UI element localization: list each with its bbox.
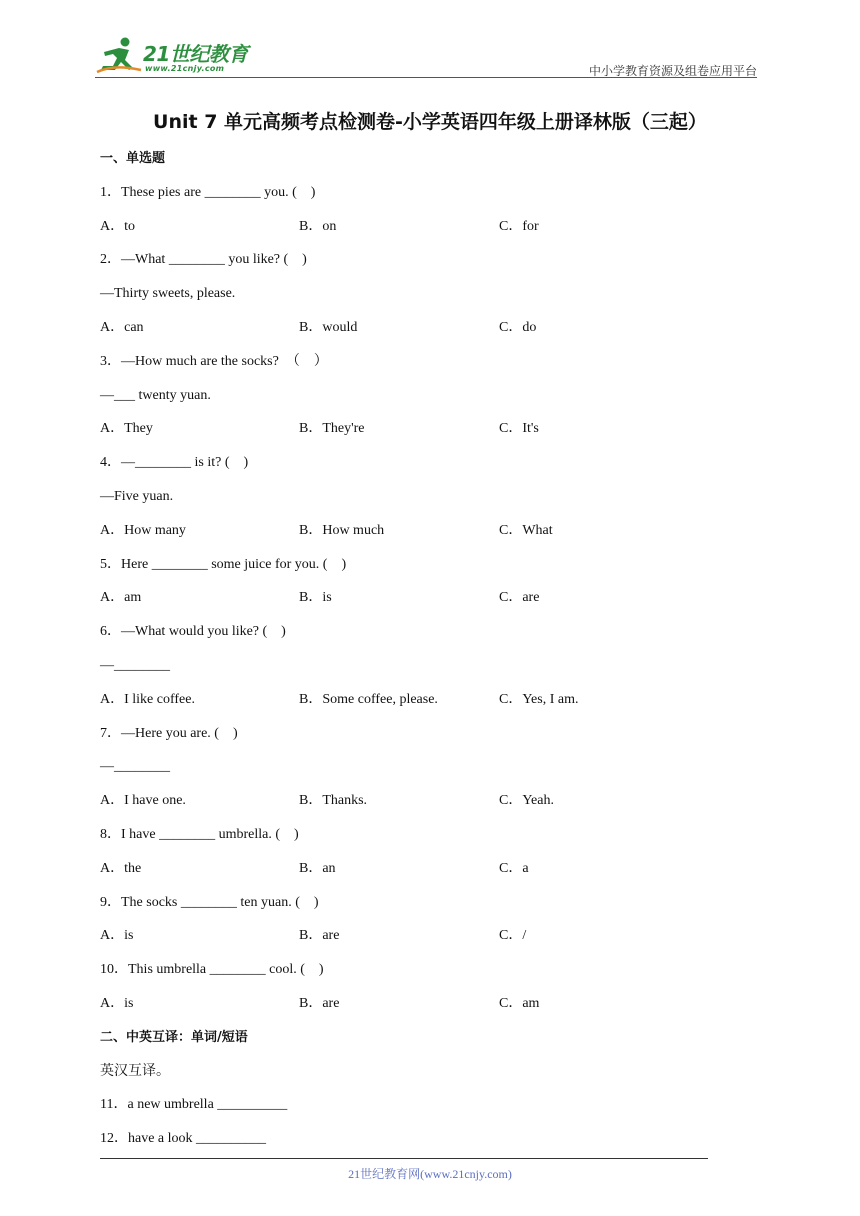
page-title: Unit 7 单元高频考点检测卷-小学英语四年级上册译林版（三起） bbox=[153, 111, 707, 133]
logo-url: www.21cnjy.com bbox=[145, 64, 225, 73]
question-options bbox=[100, 852, 760, 886]
option-b: B．are bbox=[299, 928, 340, 944]
translation-item-11: 11．a new umbrella __________ bbox=[100, 1097, 288, 1113]
option-b: B．They're bbox=[299, 421, 365, 437]
option-b: B．is bbox=[299, 590, 332, 606]
question-options bbox=[100, 210, 760, 244]
question-8 bbox=[100, 818, 760, 886]
option-c: C．are bbox=[499, 590, 540, 606]
option-a: A．is bbox=[100, 995, 134, 1011]
question-stem: 2．—What ________ you like? ( ) bbox=[100, 252, 307, 268]
question-dialogue: —___ twenty yuan. bbox=[100, 387, 211, 403]
option-a: A．the bbox=[100, 860, 142, 876]
runner-logo-icon bbox=[95, 36, 143, 76]
translation-item-12: 12．have a look __________ bbox=[100, 1131, 267, 1147]
question-stem: 5．Here ________ some juice for you. ( ) bbox=[100, 556, 347, 572]
platform-name: 中小学教育资源及组卷应用平台 bbox=[588, 64, 757, 78]
option-a: A．I have one. bbox=[100, 793, 186, 809]
question-5 bbox=[100, 548, 760, 616]
option-c: C．a bbox=[499, 860, 529, 876]
option-b: B．an bbox=[299, 860, 336, 876]
question-2 bbox=[100, 243, 760, 344]
option-a: A．am bbox=[100, 590, 142, 606]
question-3 bbox=[100, 345, 760, 446]
footer-source: 21世纪教育网(www.21cnjy.com) bbox=[348, 1167, 512, 1181]
question-options bbox=[100, 987, 760, 1021]
option-c: C．Yeah. bbox=[499, 793, 554, 809]
page-header bbox=[95, 30, 757, 78]
exam-content bbox=[100, 142, 760, 1156]
question-options bbox=[100, 784, 760, 818]
question-options bbox=[100, 581, 760, 615]
question-stem: 6．—What would you like? ( ) bbox=[100, 624, 286, 640]
question-options bbox=[100, 919, 760, 953]
question-stem: 9．The socks ________ ten yuan. ( ) bbox=[100, 894, 319, 910]
option-a: A．is bbox=[100, 928, 134, 944]
option-a: A．to bbox=[100, 218, 135, 234]
question-4 bbox=[100, 446, 760, 547]
question-dialogue: —Five yuan. bbox=[100, 488, 174, 504]
option-b: B．on bbox=[299, 218, 337, 234]
option-c: C．am bbox=[499, 995, 540, 1011]
translation-instruction: 英汉互译。 bbox=[100, 1063, 170, 1079]
section-heading-2: 二、中英互译：单词/短语 bbox=[100, 1029, 248, 1045]
option-a: A．can bbox=[100, 319, 144, 335]
option-c: C．for bbox=[499, 218, 539, 234]
option-b: B．Thanks. bbox=[299, 793, 368, 809]
option-c: C．/ bbox=[499, 928, 527, 944]
question-stem: 10．This umbrella ________ cool. ( ) bbox=[100, 962, 324, 978]
option-b: B．How much bbox=[299, 522, 385, 538]
question-options bbox=[100, 412, 760, 446]
option-c: C．do bbox=[499, 319, 537, 335]
question-stem: 8．I have ________ umbrella. ( ) bbox=[100, 826, 299, 842]
question-stem: 4．—________ is it? ( ) bbox=[100, 455, 249, 471]
question-6 bbox=[100, 615, 760, 716]
option-a: A．They bbox=[100, 421, 153, 437]
option-b: B．would bbox=[299, 319, 358, 335]
question-1 bbox=[100, 176, 760, 244]
question-10 bbox=[100, 953, 760, 1021]
question-options bbox=[100, 311, 760, 345]
option-b: B．Some coffee, please. bbox=[299, 691, 438, 707]
option-a: A．How many bbox=[100, 522, 186, 538]
question-dialogue: —________ bbox=[100, 657, 170, 673]
question-stem: 1．These pies are ________ you. ( ) bbox=[100, 184, 316, 200]
question-options bbox=[100, 683, 760, 717]
question-dialogue: —________ bbox=[100, 759, 170, 775]
option-c: C．Yes, I am. bbox=[499, 691, 579, 707]
question-stem: 7．—Here you are. ( ) bbox=[100, 725, 238, 741]
site-logo bbox=[95, 36, 265, 76]
logo-text: 21世纪教育 bbox=[143, 42, 248, 66]
option-c: C．It's bbox=[499, 421, 539, 437]
option-b: B．are bbox=[299, 995, 340, 1011]
header-divider bbox=[95, 77, 757, 78]
question-stem: 3．—How much are the socks? （ ） bbox=[100, 353, 328, 369]
footer-divider bbox=[100, 1158, 708, 1159]
option-a: A．I like coffee. bbox=[100, 691, 195, 707]
section-heading-1: 一、单选题 bbox=[100, 151, 166, 166]
question-dialogue: —Thirty sweets, please. bbox=[100, 286, 236, 302]
question-9 bbox=[100, 886, 760, 954]
option-c: C．What bbox=[499, 522, 553, 538]
question-7 bbox=[100, 717, 760, 818]
question-options bbox=[100, 514, 760, 548]
